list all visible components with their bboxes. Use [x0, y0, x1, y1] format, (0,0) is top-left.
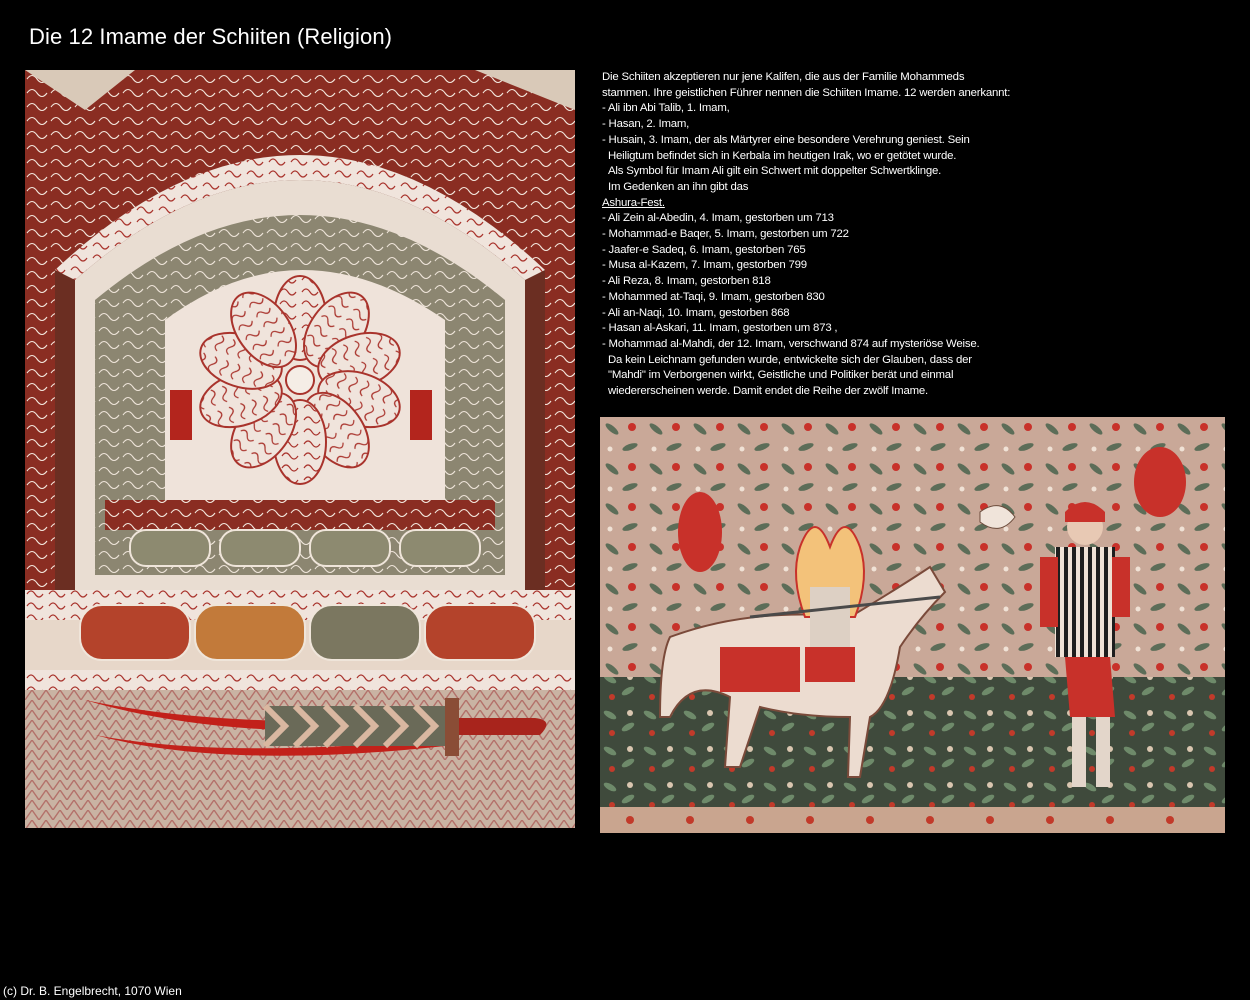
- imam-list-item: - Mohammad al-Mahdi, der 12. Imam, verschwand 874 auf mysteriöse Weise.: [602, 337, 980, 350]
- imam-note: wiedererscheinen werde. Damit endet die Reihe der zwölf Imame.: [608, 385, 928, 398]
- photo-mural-horseman[interactable]: [600, 417, 1225, 833]
- imam-list-item: - Ali Zein al-Abedin, 4. Imam, gestorben um 713: [602, 212, 834, 225]
- imam-list-item: - Husain, 3. Imam, der als Märtyrer eine besondere Verehrung geniest. Sein: [602, 133, 970, 146]
- imam-list-item: - Jaafer-e Sadeq, 6. Imam, gestorben 765: [602, 243, 806, 256]
- imam-list-item: - Hasan al-Askari, 11. Imam, gestorben um 873 ,: [602, 322, 838, 335]
- imam-note: Im Gedenken an ihn gibt das: [608, 180, 749, 193]
- page-title: Die 12 Imame der Schiiten (Religion): [29, 24, 393, 49]
- imam-list-item: - Ali ibn Abi Talib, 1. Imam,: [602, 102, 730, 115]
- imam-list-item: - Mohammed at-Taqi, 9. Imam, gestorben 830: [602, 290, 825, 303]
- ashura-fest-link[interactable]: Ashura-Fest.: [602, 196, 665, 209]
- imam-list-item: - Hasan, 2. Imam,: [602, 118, 690, 131]
- imam-text: [602, 70, 1072, 400]
- imam-note: Heiligtum befindet sich in Kerbala im heutigen Irak, wo er getötet wurde.: [608, 149, 957, 162]
- imam-note: Als Symbol für Imam Ali gilt ein Schwert mit doppelter Schwertklinge.: [608, 165, 942, 178]
- imam-list-item: - Ali an-Naqi, 10. Imam, gestorben 868: [602, 306, 790, 319]
- imam-list-item: - Musa al-Kazem, 7. Imam, gestorben 799: [602, 259, 807, 272]
- photo-niche-calligraphy[interactable]: [25, 70, 575, 828]
- imam-note: "Mahdi" im Verborgenen wirkt, Geistliche und Politiker berät und einmal: [608, 369, 954, 382]
- imam-list-item: - Ali Reza, 8. Imam, gestorben 818: [602, 275, 771, 288]
- imam-note: Da kein Leichnam gefunden wurde, entwickelte sich der Glauben, dass der: [608, 353, 972, 366]
- intro-line: Die Schiiten akzeptieren nur jene Kalifen, die aus der Familie Mohammeds: [602, 71, 965, 83]
- imam-list-item: - Mohammad-e Baqer, 5. Imam, gestorben um 722: [602, 228, 849, 241]
- copyright-footer: (c) Dr. B. Engelbrecht, 1070 Wien: [3, 984, 182, 998]
- intro-line: stammen. Ihre geistlichen Führer nennen die Schiiten Imame. 12 werden anerkannt:: [602, 86, 1011, 99]
